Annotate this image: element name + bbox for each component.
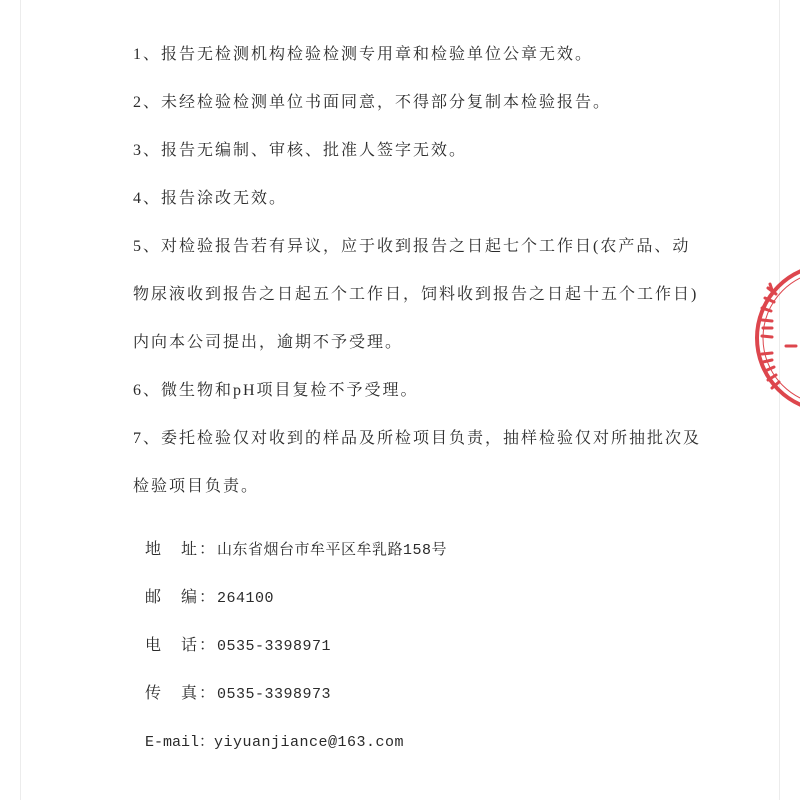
- contact-postcode-label: 邮 编：: [145, 589, 218, 606]
- contact-phone-label: 电 话：: [145, 637, 218, 654]
- note-5-line-3: 内向本公司提出，逾期不予受理。: [133, 334, 404, 351]
- note-5-line-2: 物尿液收到报告之日起五个工作日，饲料收到报告之日起十五个工作日): [133, 286, 699, 303]
- contact-postcode: [145, 574, 705, 622]
- note-7-line-1: 7、委托检验仅对收到的样品及所检项目负责，抽样检验仅对所抽批次及: [133, 430, 702, 447]
- page-edge-left: [20, 0, 21, 800]
- note-6: 6、微生物和pH项目复检不予受理。: [133, 382, 419, 399]
- contact-postcode-value: 264100: [217, 590, 275, 607]
- note-3: 3、报告无编制、审核、批准人签字无效。: [133, 142, 468, 159]
- official-seal-icon: [750, 258, 800, 418]
- contact-email: [145, 718, 705, 766]
- note-1: 1、报告无检测机构检验检测专用章和检验单位公章无效。: [133, 46, 594, 63]
- contact-email-value: yiyuanjiance@163.com: [214, 734, 405, 751]
- contact-address: [145, 526, 705, 574]
- contact-info: [145, 526, 705, 766]
- note-4: 4、报告涂改无效。: [133, 190, 288, 207]
- contact-fax-value: 0535-3398973: [217, 686, 332, 703]
- contact-fax: [145, 670, 705, 718]
- contact-address-label: 地 址：: [145, 541, 218, 558]
- contact-address-value: 山东省烟台市牟平区牟乳路158号: [217, 542, 448, 559]
- contact-email-label: E-mail：: [145, 734, 215, 751]
- contact-phone-value: 0535-3398971: [217, 638, 332, 655]
- contact-fax-label: 传 真：: [145, 685, 218, 702]
- note-2: 2、未经检验检测单位书面同意，不得部分复制本检验报告。: [133, 94, 612, 111]
- contact-phone: [145, 622, 705, 670]
- report-notes: [133, 31, 753, 511]
- note-7-line-2: 检验项目负责。: [133, 478, 260, 495]
- note-5-line-1: 5、对检验报告若有异议，应于收到报告之日起七个工作日(农产品、动: [133, 238, 691, 255]
